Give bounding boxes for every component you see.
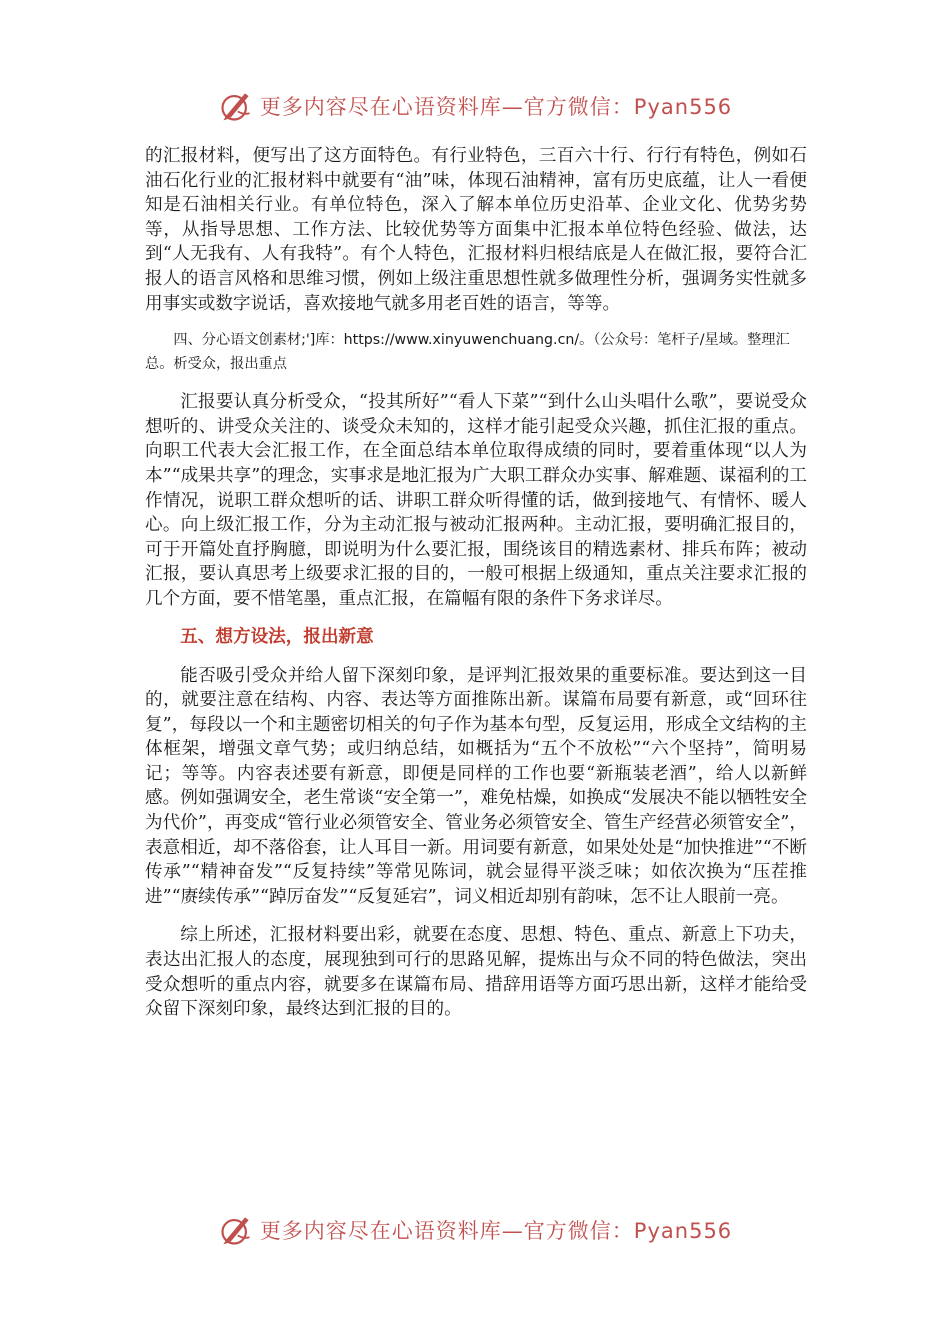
paragraph-industry-features: 的汇报材料，便写出了这方面特色。有行业特色，三百六十行、行行有特色，例如石油石化行业的汇报材料中就要有“油”味，体现石油精神，富有历史底蕴，让人一看便知是石油相关行业。有单位特色，深入了解本单位历史沿革、企业文化、优势劣势等，从指导思想、工作方法、比较优势等方面集中汇报本单位特色经验、做法，达到“人无我有、人有我特”。有个人特色，汇报材料归根结底是人在做汇报，要符合汇报人的语言风格和思维习惯，例如上级注重思想性就多做理性分析，强调务实性就多用事实或数字说话，喜欢接地气就多用老百姓的语言，等等。 [145,146,807,314]
paragraph-novelty: 能否吸引受众并给人留下深刻印象，是评判汇报效果的重要标准。要达到这一目的，就要注意在结构、内容、表达等方面推陈出新。谋篇布局要有新意，或“回环往复”，每段以一个和主题密切相关的句子作为基本句型，反复运用，形成全文结构的主体框架，增强文章气势；或归纳总结，如概括为“五个不放松”“六个坚持”，简明易记；等等。内容表述要有新意，即便是同样的工作也要“新瓶装老酒”，给人以新鲜感。例如强调安全，老生常谈“安全第一”，难免枯燥，如换成“发展决不能以牺牲安全为代价”，再变成“管行业必须管安全、管业务必须管安全、管生产经营必须管安全”，表意相近，却不落俗套，让人耳目一新。用词要有新意，如果处处是“加快推进”“不断传承”“精神奋发”“反复持续”等常见陈词，就会显得平淡乏味；如依次换为“压茬推进”“赓续传承”“踔厉奋发”“反复延宕”，词义相近却别有韵味，怎不让人眼前一亮。 [145,665,807,907]
document-body [145,144,807,1022]
source-note-line: 四、分心语文创素材;']库：https://www.xinyuwenchuang.cn/。（公众号：笔杆子/星域。整理汇总。析受众，报出重点 [145,332,790,373]
paragraph-conclusion: 综上所述，汇报材料要出彩，就要在态度、思想、特色、重点、新意上下功夫，表达出汇报人的态度，展现独到可行的思路见解，提炼出与众不同的特色做法，突出受众想听的重点内容，就要多在谋篇布局、措辞用语等方面巧思出新，这样才能给受众留下深刻印象，最终达到汇报的目的。 [145,925,807,1020]
paragraph-audience-analysis: 汇报要认真分析受众，“投其所好”“看人下菜”“到什么山头唱什么歌”，要说受众想听的、讲受众关注的、谈受众未知的，这样才能引起受众兴趣，抓住汇报的重点。向职工代表大会汇报工作，在全面总结本单位取得成绩的同时，要着重体现“以人为本”“成果共享”的理念，实事求是地汇报为广大职工群众办实事、解难题、谋福利的工作情况，说职工群众想听的话、讲职工群众听得懂的话，做到接地气、有情怀、暖人心。向上级汇报工作，分为主动汇报与被动汇报两种。主动汇报，要明确汇报目的，可于开篇处直抒胸臆，即说明为什么要汇报，围绕该目的精选素材、排兵布阵；被动汇报，要认真思考上级要求汇报的目的，一般可根据上级通知，重点关注要求汇报的几个方面，要不惜笔墨，重点汇报，在篇幅有限的条件下务求详尽。 [145,392,807,609]
header-banner-inner [218,88,732,124]
pen-logo-icon [218,88,254,124]
pen-logo-icon [218,1212,254,1248]
footer-banner-inner [218,1212,732,1248]
header-banner [0,86,950,126]
section-heading-five: 五、想方设法，报出新意 [180,625,374,647]
header-banner-text: 更多内容尽在心语资料库—官方微信：Pyan556 [259,95,733,119]
footer-banner [0,1210,950,1250]
footer-banner-text: 更多内容尽在心语资料库—官方微信：Pyan556 [259,1219,733,1243]
